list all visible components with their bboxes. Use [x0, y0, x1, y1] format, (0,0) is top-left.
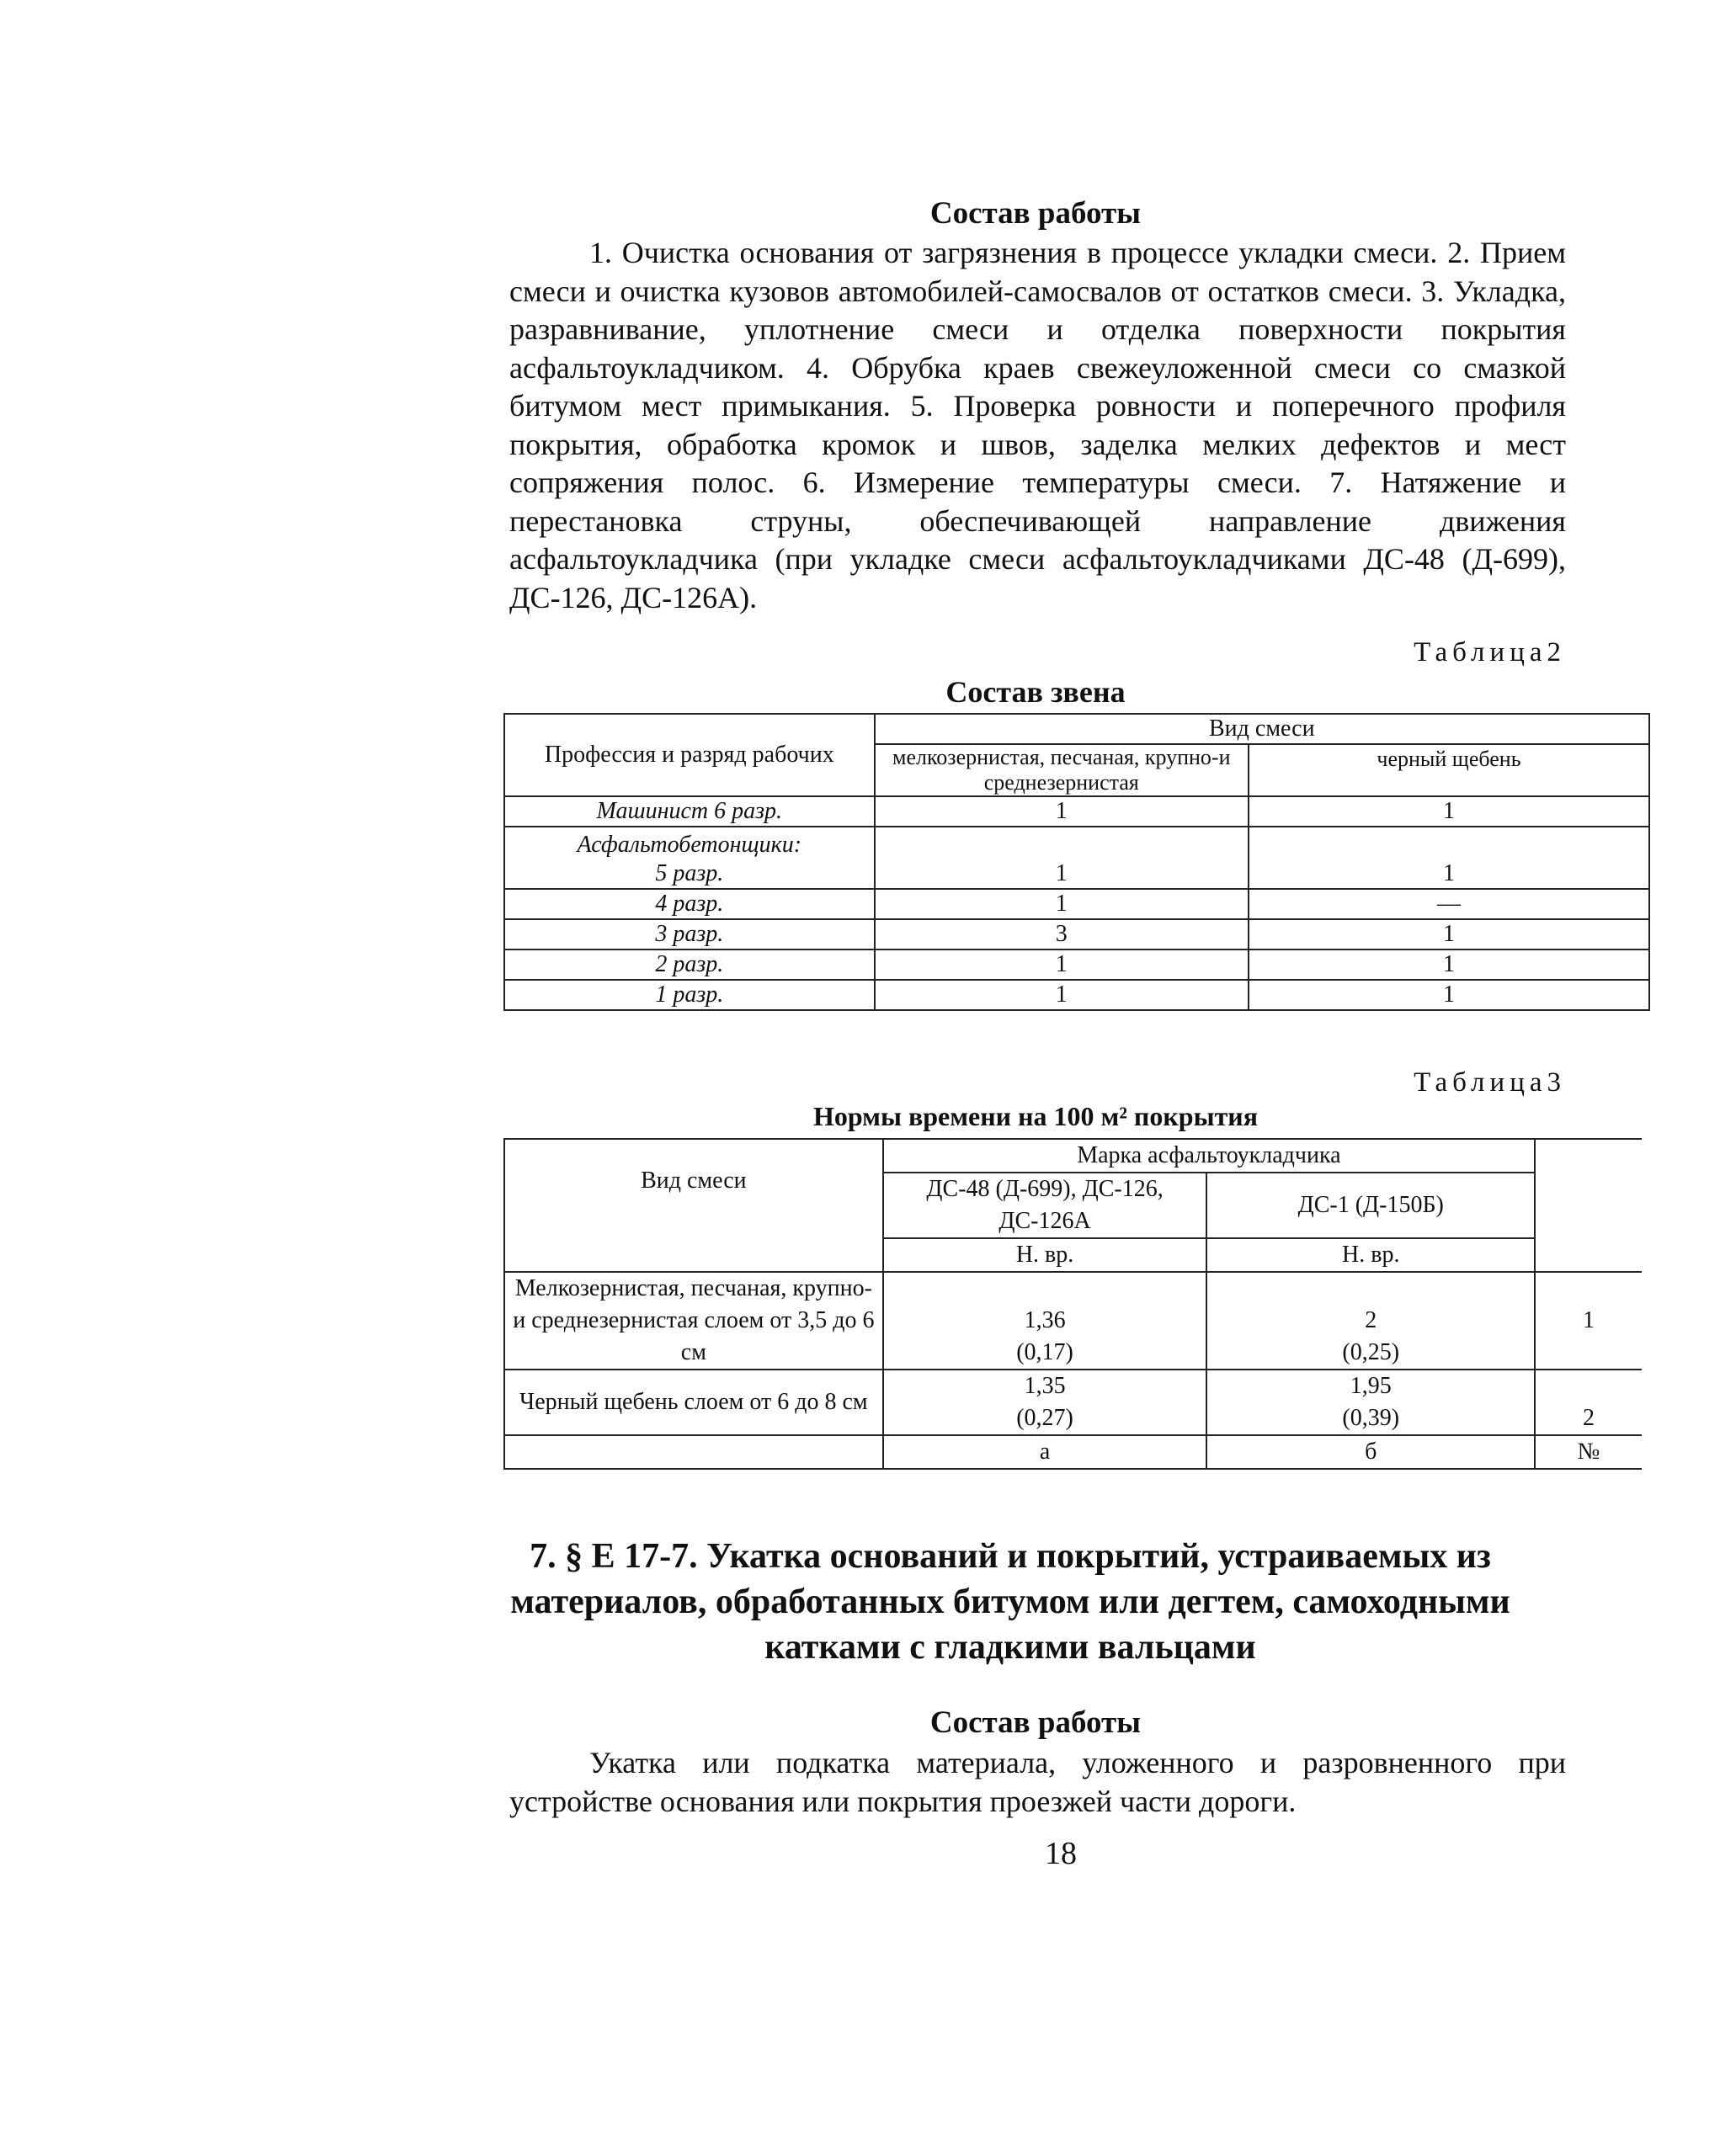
row-name: Черный щебень слоем от 6 до 8 см: [504, 1370, 883, 1435]
table3-title: Нормы времени на 100 м² покрытия: [812, 1101, 1259, 1131]
table-row: [504, 949, 1649, 980]
cell-a: 1: [875, 980, 1249, 1010]
cell-b: 1: [1249, 919, 1649, 949]
cell-a: [883, 1370, 1207, 1435]
page-number: 18: [1045, 1836, 1077, 1871]
footer-empty: [504, 1435, 883, 1469]
footer-b: б: [1206, 1435, 1535, 1469]
table-footer-row: [504, 1435, 1642, 1469]
cell-b: 1: [1249, 980, 1649, 1010]
header-mix-type: Вид смеси: [504, 1139, 883, 1272]
unit-a: Н. вр.: [883, 1238, 1207, 1272]
header-paver-brand: Марка асфальтоукладчика: [883, 1139, 1535, 1173]
table-row: [504, 796, 1649, 827]
work-composition-text-2: Укатка или подкатка материала, уложенного и разровненного при устройстве основания или покрытия проезжей части дороги.: [509, 1746, 1566, 1818]
cell-a: 1: [875, 949, 1249, 980]
value-b: 2: [1365, 1307, 1377, 1333]
cell-a: 1: [875, 889, 1249, 919]
row-number: 1: [1535, 1272, 1642, 1370]
section-heading: 7. § Е 17-7. Укатка оснований и покрытий, устраиваемых из материалов, обработанных битумом или дегтем, самоходными катками с гладкими вальцами: [510, 1537, 1510, 1667]
row-name: 5 разр.: [504, 859, 875, 889]
header-paver-a: ДС-48 (Д-699), ДС-126, ДС-126А: [883, 1173, 1207, 1238]
header-profession: Профессия и разряд рабочих: [504, 714, 875, 796]
cell-a: 3: [875, 919, 1249, 949]
crew-composition-table: [503, 713, 1650, 1011]
value-a-rate: (0,27): [1016, 1405, 1073, 1431]
footer-number: №: [1535, 1435, 1642, 1469]
cell-b: 1: [1249, 796, 1649, 827]
header-fine-mix: мелкозернистая, песчаная, крупно-и среднезернистая: [875, 744, 1249, 796]
work-composition-title-2: Состав работы: [929, 1705, 1142, 1740]
value-a: 1,35: [1024, 1373, 1066, 1399]
row-number: 2: [1535, 1370, 1642, 1435]
value-b-rate: (0,25): [1342, 1339, 1400, 1365]
table-row: [504, 827, 1649, 859]
row-name: 1 разр.: [504, 980, 875, 1010]
value-b: 1,95: [1350, 1373, 1392, 1399]
time-norms-table: [503, 1138, 1642, 1470]
cell-a: 1: [875, 796, 1249, 827]
header-empty: [1535, 1139, 1642, 1272]
cell-b: [1206, 1370, 1535, 1435]
table2-label: Таблица2: [1414, 637, 1566, 668]
header-paver-b: ДС-1 (Д-150Б): [1206, 1173, 1535, 1238]
cell-a: 1: [875, 827, 1249, 889]
cell-a: [883, 1272, 1207, 1370]
header-black-gravel: черный щебень: [1249, 744, 1649, 796]
cell-b: [1206, 1272, 1535, 1370]
table-row: [504, 1272, 1642, 1370]
row-name: 4 разр.: [504, 889, 875, 919]
row-name: 3 разр.: [504, 919, 875, 949]
value-a: 1,36: [1024, 1307, 1066, 1333]
cell-b: —: [1249, 889, 1649, 919]
value-a-rate: (0,17): [1016, 1339, 1073, 1365]
table2-title: Состав звена: [945, 675, 1126, 709]
table-row: [504, 889, 1649, 919]
row-name: Машинист 6 разр.: [504, 796, 875, 827]
row-name: Асфальтобетонщики:: [504, 827, 875, 859]
cell-b: 1: [1249, 827, 1649, 889]
cell-b: 1: [1249, 949, 1649, 980]
unit-b: Н. вр.: [1206, 1238, 1535, 1272]
row-name: 2 разр.: [504, 949, 875, 980]
work-composition-title: Состав работы: [929, 196, 1142, 231]
table3-label: Таблица3: [1414, 1067, 1566, 1098]
value-b-rate: (0,39): [1342, 1405, 1400, 1431]
footer-a: а: [883, 1435, 1207, 1469]
table-row: [504, 980, 1649, 1010]
table-row: [504, 919, 1649, 949]
header-mix-type: Вид смеси: [875, 714, 1649, 744]
row-name: Мелкозернистая, песчаная, крупно- и среднезернистая слоем от 3,5 до 6 см: [504, 1272, 883, 1370]
work-composition-text: 1. Очистка основания от загрязнения в процессе укладки смеси. 2. Прием смеси и очистка кузовов автомобилей-самосвалов от остатков смеси. 3. Укладка, разравнивание, уплотнение смеси и отделка поверхности покрытия асфальтоукладчиком. 4. Обрубка краев свежеуложенной смеси со смазкой битумом мест примыкания. 5. Проверка ровности и поперечного профиля покрытия, обработка кромок и швов, заделка мелких дефектов и мест сопряжения полос. 6. Измерение температуры смеси. 7. Натяжение и перестановка струны, обеспечивающей направление движения асфальтоукладчика (при укладке смеси асфальтоукладчиками ДС-48 (Д-699), ДС-126, ДС-126А).: [509, 236, 1566, 614]
table-row: [504, 1370, 1642, 1435]
